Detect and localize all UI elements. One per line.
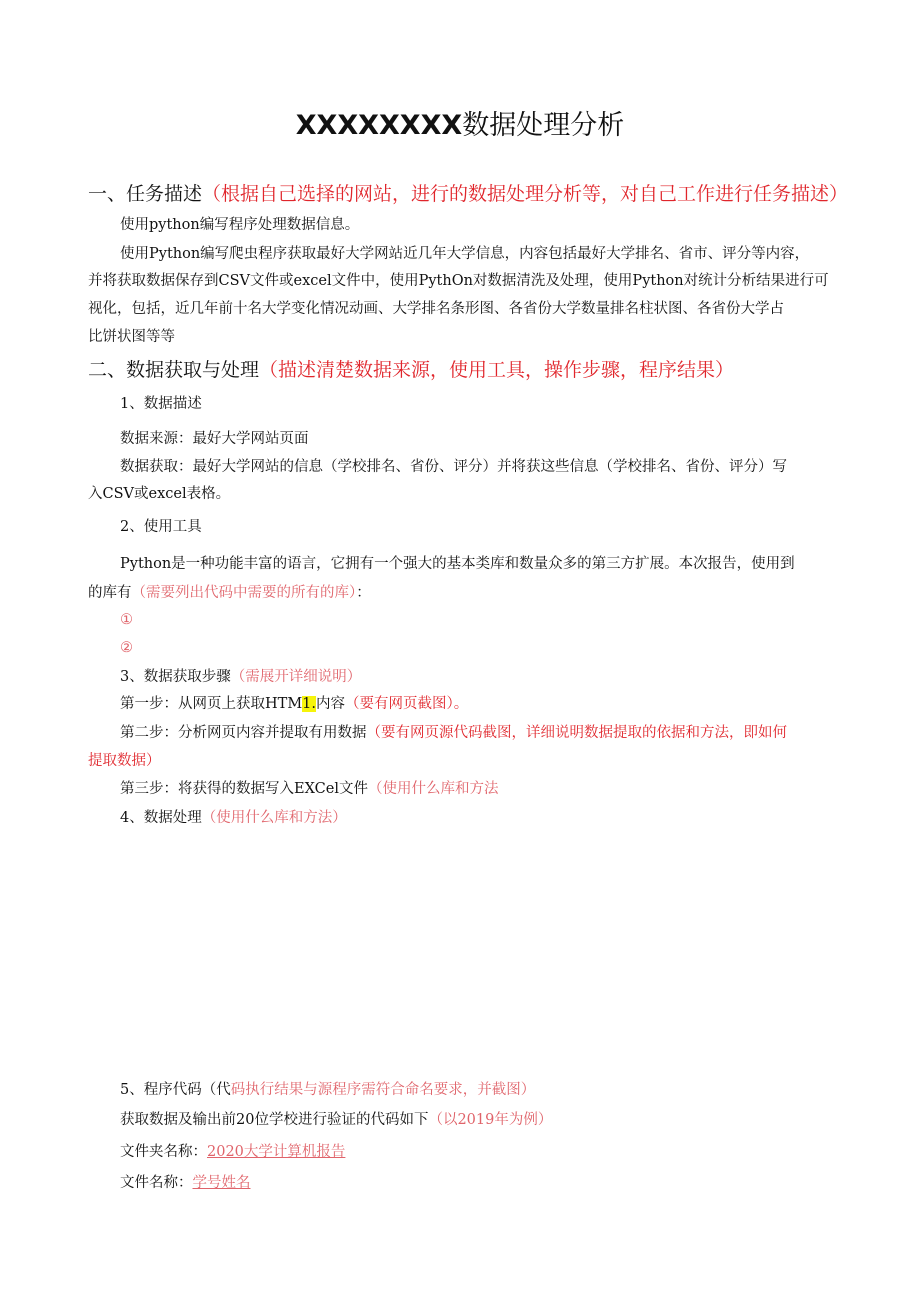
section-2-heading <box>88 357 734 383</box>
processing-note: （使用什么库和方法） <box>201 810 347 826</box>
document-title <box>0 108 920 144</box>
steps-note: （需展开详细说明） <box>230 669 362 685</box>
step-1-text-2: 内容 <box>316 696 346 712</box>
code-description-note: （以2019年为例） <box>428 1112 553 1128</box>
tools-line-1: Python是一种功能丰富的语言，它拥有一个强大的基本类库和数量众多的第三方扩展。本次报告，使用到 <box>120 556 795 572</box>
step-2-text: 第二步：分析网页内容并提取有用数据 <box>120 725 367 741</box>
section-1-heading <box>88 181 848 207</box>
step-3-note: （使用什么库和方法 <box>367 781 499 797</box>
step-1-text: 第一步：从网页上获取HTM <box>120 696 303 712</box>
s1-paragraph-2-line-1: 使用Python编写爬虫程序获取最好大学网站近几年大学信息，内容包括最好大学排名、省市、评分等内容， <box>120 246 810 262</box>
subheading-steps <box>120 667 361 687</box>
step-2-line-1 <box>120 723 787 743</box>
s1-paragraph-1: 使用python编写程序处理数据信息。 <box>120 217 360 233</box>
steps-title: 3、数据获取步骤 <box>120 669 231 685</box>
data-fetch-line-1: 数据获取：最好大学网站的信息（学校排名、省份、评分）并将获这些信息（学校排名、省份、评分）写 <box>120 459 787 475</box>
subheading-data-description: 1、数据描述 <box>120 396 202 412</box>
title-placeholder: XXXXXXXX <box>295 110 463 141</box>
tools-line-2-text: 的库有 <box>88 585 132 601</box>
code-title: 5、程序代码（代 <box>120 1082 231 1098</box>
code-note: 码执行结果与源程序需符合命名要求，并截图） <box>230 1082 536 1098</box>
subheading-tools: 2、使用工具 <box>120 519 202 535</box>
data-fetch-line-2: 入CSV或excel表格。 <box>88 486 231 502</box>
section-2-note: （描述清楚数据来源，使用工具，操作步骤，程序结果） <box>259 359 735 381</box>
code-description-text: 获取数据及输出前20位学校进行验证的代码如下 <box>120 1112 429 1128</box>
folder-name-value: 2020大学计算机报告 <box>207 1144 346 1160</box>
section-1-note: （根据自己选择的网站，进行的数据处理分析等，对自己工作进行任务描述） <box>202 183 849 205</box>
s1-paragraph-2-line-4: 比饼状图等等 <box>88 329 175 345</box>
library-bullet-2: ② <box>120 640 133 656</box>
step-3-text: 第三步：将获得的数据写入EXCel文件 <box>120 781 368 797</box>
code-description <box>120 1110 552 1130</box>
file-name-line <box>120 1173 251 1193</box>
s1-paragraph-2-line-2: 并将获取数据保存到CSV文件或excel文件中，使用PythOn对数据清洗及处理，使用Python对统计分析结果进行可 <box>88 273 829 289</box>
file-name-label: 文件名称： <box>120 1175 193 1191</box>
tools-line-2-colon: ： <box>356 585 371 601</box>
step-1-note: （要有网页截图）。 <box>345 696 469 712</box>
processing-title: 4、数据处理 <box>120 810 202 826</box>
title-text: 数据处理分析 <box>462 110 625 141</box>
subheading-code <box>120 1080 535 1100</box>
tools-line-2-note: （需要列出代码中需要的所有的库） <box>131 585 357 601</box>
step-1-highlight: 1. <box>302 696 317 712</box>
file-name-value: 学号姓名 <box>192 1175 251 1191</box>
s1-paragraph-2-line-3: 视化，包括，近几年前十名大学变化情况动画、大学排名条形图、各省份大学数量排名柱状图、各省份大学占 <box>88 301 784 317</box>
folder-name-label: 文件夹名称： <box>120 1144 207 1160</box>
folder-name-line <box>120 1142 345 1162</box>
step-1-line <box>120 694 468 714</box>
section-2-title: 二、数据获取与处理 <box>88 359 260 381</box>
library-bullet-1: ① <box>120 612 133 628</box>
subheading-processing <box>120 808 347 828</box>
tools-line-2 <box>88 583 371 603</box>
section-1-title: 一、任务描述 <box>88 183 203 205</box>
step-3-line <box>120 779 498 799</box>
step-2-line-2: 提取数据） <box>88 753 161 769</box>
data-source-line: 数据来源：最好大学网站页面 <box>120 431 309 447</box>
step-2-note: （要有网页源代码截图，详细说明数据提取的依据和方法，即如何 <box>366 725 787 741</box>
